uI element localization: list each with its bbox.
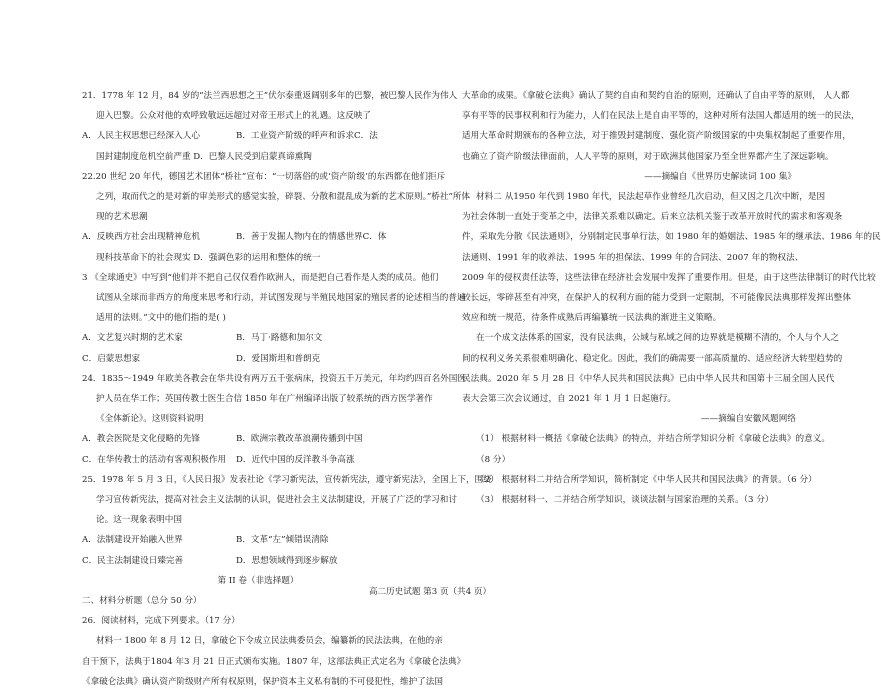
text-line: 26．阅读材料，完成下列要求。（17 分）: [82, 616, 240, 627]
text-line: 现的艺术思潮: [96, 212, 148, 223]
option-text: C．民主法制建设日臻完善: [82, 555, 184, 566]
text-line: 现科技革命下的社会现实 D．强调色彩的运用和整体的统一: [96, 252, 321, 263]
option-text: B．文革“左”倾错误清除: [236, 535, 329, 546]
option-text: C．在华传教士的活动有客观积极作用: [82, 454, 227, 465]
option-text: D．思想领域得到逐步解放: [236, 555, 338, 566]
text-line: 为社会体制一直处于变革之中，法律关系难以确定。后来立法机关鉴于改革开放时代的需求和客观条: [462, 212, 843, 223]
option-line: [82, 450, 434, 470]
text-line: 论。这一现象表明中国: [96, 515, 182, 526]
option-line: [82, 126, 434, 146]
text-line: 件，采取先分散《民法通则》，分别制定民事单行法，如 1980 年的婚姻法、1985 年的继承法、1986 年的民: [462, 232, 881, 243]
option-text: D．近代中国的反洋教斗争高涨: [236, 454, 355, 465]
text-line: 护人员在华工作；英国传教士医生合信 1850 年在广州编译出版了较系统的西方医学著作: [96, 394, 433, 405]
text-line: 间的权利义务关系很难明确化、稳定化。因此，我们的确需要一部高质量的、适应经济大转型趋势的: [462, 353, 843, 364]
text-line: 材料一 1800 年 8 月 12 日，拿破仑下令成立民法典委员会，编纂新的民法法典，在他的亲: [96, 636, 443, 647]
text-line: 3 《全球通史》中写到“他们并不把自己仅仅看作欧洲人，而是把自己看作是人类的成员。他们: [82, 272, 439, 283]
option-text: B．工业资产阶级的呼声和诉求C．法: [236, 131, 378, 142]
option-text: B．马丁·路德和加尔文: [236, 333, 323, 344]
text-line: 较长远，零碎甚至有冲突，在保护人的权利方面的能力受到一定限制，不可能像民法典那样发挥出整体: [462, 293, 851, 304]
section-heading: 第 II 卷（非选择题）: [217, 575, 299, 586]
text-line: 适用大革命时期颁布的各种立法，对于推毁封建制度、强化资产阶级国家的中央集权制起了重要作用，: [462, 131, 851, 142]
text-line: 表大会第三次会议通过，自 2021 年 1 月 1 日起施行。: [462, 394, 677, 405]
option-text: A．反映西方社会出现精神危机: [82, 232, 200, 243]
option-line: [82, 429, 434, 449]
option-text: A．教会医院是文化侵略的先锋: [82, 434, 200, 445]
option-line: [82, 227, 434, 247]
text-line: 《拿破仑法典》确认资产阶级财产所有权原则，保护资本主义私有制的不可侵犯性，维护了法国: [82, 676, 443, 687]
option-text: C．启蒙思想家: [82, 353, 141, 364]
text-line: 试图从全球而非西方的角度来思考和行动，并试图发现与半殖民地国家的殖民者的论述相当的普遍: [96, 293, 466, 304]
text-line: 大革命的成果。《拿破仑法典》确认了契约自由和契约自治的原则，还确认了自由平等的原则， 人人都: [462, 91, 850, 101]
text-line: 21．1778 年 12 月，84 岁的“法兰西思想之王”伏尔泰重返阔别多年的巴黎，被巴黎人民作为伟人: [82, 91, 458, 101]
text-line: 《全体新论》。这则资料说明: [96, 414, 204, 425]
left-column: [82, 86, 492, 692]
text-line: 2009 年的侵权责任法等，这些法律在经济社会发展中发挥了重要作用。但是，由于这些法律制订的时代比较: [462, 272, 876, 283]
option-line: [82, 349, 434, 369]
source-citation: ——摘编自《世界历史解读词 100 集》: [644, 171, 796, 182]
option-text: A．法制建设开始融入世界: [82, 535, 183, 546]
text-line: 迎入巴黎。公众对他的欢呼致敬远远超过对帝王形式上的礼遇。这反映了: [96, 111, 372, 122]
text-line: 国封建制度危机空前严重 D．巴黎人民受到启蒙真谛熏陶: [96, 151, 312, 162]
text-line: 享有平等的民事权利和行为能力，人们在民法上是自由平等的，这种对所有法国人都适用的统一的民法，: [462, 111, 860, 122]
text-line: 在一个成文法体系的国家，没有民法典，公域与私域之间的边界就是模糊不清的，个人与个人之: [476, 333, 840, 344]
text-line: 效应和统一规范，待条件成熟后再编纂统一民法典的渐进主义策略。: [462, 313, 722, 324]
page-footer: 高二历史试题 第3 页（共4 页）: [368, 587, 492, 597]
option-text: A．文艺复兴时期的艺术家: [82, 333, 183, 344]
text-line: 24．1835～1949 年欧美各教会在华共设有两万五千张病床，投资五千万美元，年均约四百名外国医: [82, 373, 466, 384]
text-line: 材料二 从1950 年代到 1980 年代，民法起草作业曾经几次启动，但又因之几次中断，是因: [476, 192, 826, 203]
option-line: [82, 551, 434, 571]
text-line: 25．1978 年 5 月 3 日，《人民日报》发表社论《学习新宪法，宣传新宪法，遵守新宪法》，全国上下，围绕: [82, 474, 492, 485]
text-line: 也确立了资产阶级法律面前，人人平等的原则，对于欧洲其他国家乃至全世界都产生了深远影响。: [462, 151, 834, 162]
text-line: （2） 根据材料二并结合所学知识，简析制定《中华人民共和国民法典》的背景。（6 分）: [476, 474, 817, 485]
text-line: 适用的法则。”文中的他们指的是( ): [96, 313, 226, 324]
option-text: A．人民主权思想已经深入人心: [82, 131, 200, 142]
text-line: 学习宣传新宪法，提高对社会主义法制的认识，促进社会主义法制建设，开展了广泛的学习和讨: [96, 495, 457, 506]
right-column: [462, 86, 881, 510]
text-line: （1） 根据材料一概括《拿破仑法典》的特点，并结合所学知识分析《拿破仑法典》的意义。: [476, 434, 831, 445]
text-line: 之列，取而代之的是对新的审美形式的感觉实验，碎裂、分散和混乱成为新的艺术原则。”桥社”所体: [96, 192, 471, 203]
text-line: 自干预下，法典于1804 年3 月 21 日正式颁布实施。1807 年，这部法典正式定名为《拿破仑法典》: [82, 656, 466, 667]
option-text: D．爱国斯坦和普朗克: [236, 353, 321, 364]
text-line: 法通则、1991 年的收养法、1995 年的担保法、1999 年的合同法、2007 年的物权法、: [462, 252, 804, 263]
text-line: 二、材料分析题（总分 50 分）: [82, 596, 202, 607]
source-citation: ——摘编自安徽风题网络: [700, 414, 796, 425]
text-line: （3） 根据材料一、二并结合所学知识，谈谈法制与国家治理的关系。（3 分）: [476, 495, 774, 506]
option-text: B．欧洲宗教改革浪潮传播到中国: [236, 434, 363, 445]
text-line: （8 分）: [476, 454, 511, 465]
option-line: [82, 328, 434, 348]
option-text: B．善于发掘人物内在的情感世界C．体: [236, 232, 387, 243]
text-line: 民法典。2020 年 5 月 28 日《中华人民共和国民法典》已由中华人民共和国第十三届全国人民代: [462, 373, 835, 384]
text-line: 22.20 世纪 20 年代，德国艺术团体“桥社”宣布：“一切落俗的或‘资产阶级’的东西都在他们拒斥: [82, 171, 446, 182]
option-line: [82, 530, 434, 550]
